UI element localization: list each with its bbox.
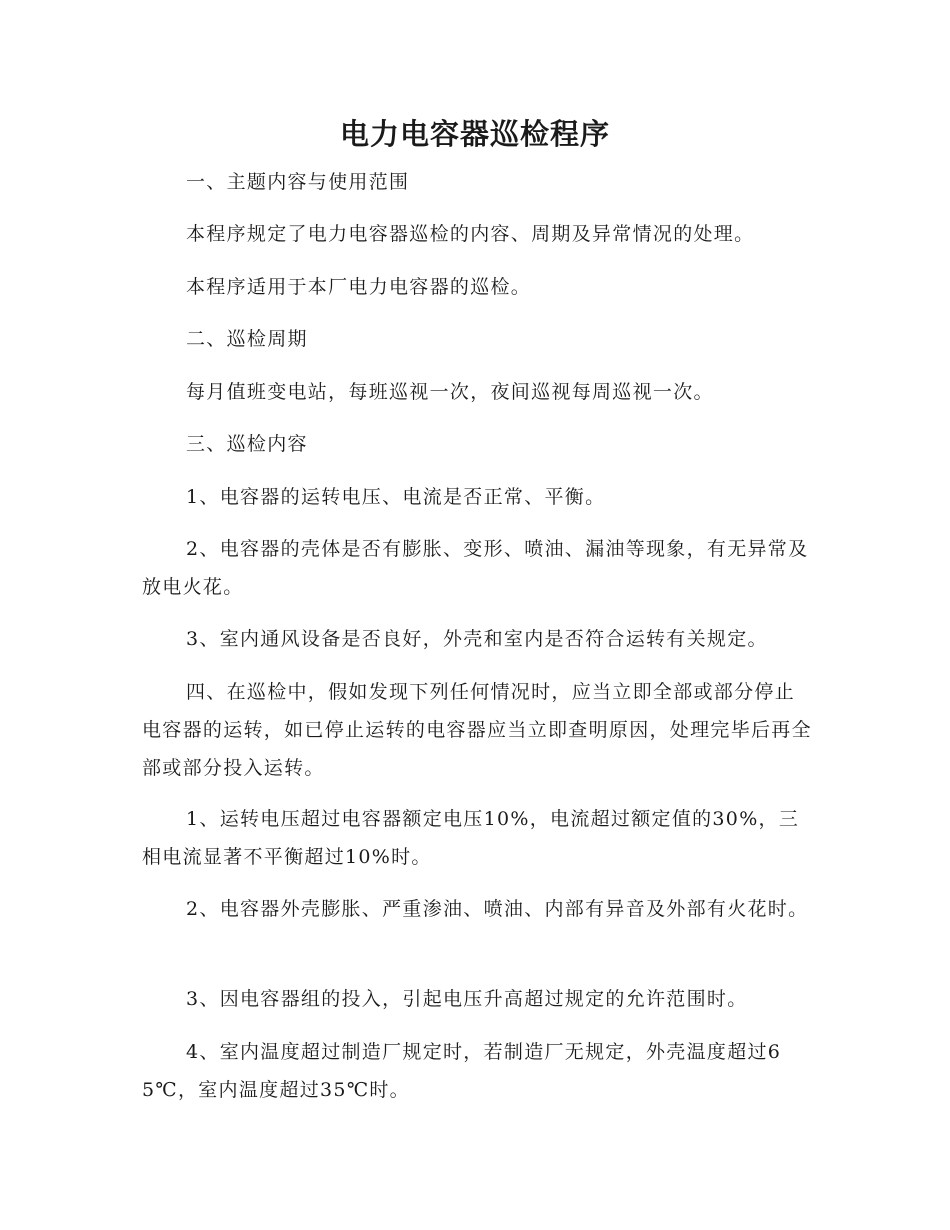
list-item-content-1: 1、电容器的运转电压、电流是否正常、平衡。	[186, 486, 606, 508]
list-item-abnormal-3: 3、因电容器组的投入，引起电压升高超过规定的允许范围时。	[186, 988, 748, 1010]
section-heading-content: 三、巡检内容	[186, 433, 308, 455]
paragraph-scope-definition: 本程序规定了电力电容器巡检的内容、周期及异常情况的处理。	[186, 223, 755, 245]
section-heading-cycle: 二、巡检周期	[186, 328, 308, 350]
section-heading-scope: 一、主题内容与使用范围	[186, 171, 410, 193]
paragraph-cycle: 每月值班变电站，每班巡视一次，夜间巡视每周巡视一次。	[186, 381, 714, 403]
list-item-abnormal-4: 4、室内温度超过制造厂规定时，若制造厂无规定，外壳温度超过65℃，室内温度超过35℃时。	[142, 1041, 782, 1101]
list-item-abnormal-2: 2、电容器外壳膨胀、严重渗油、喷油、内部有异音及外部有火花时。	[186, 898, 809, 920]
document-title: 电力电容器巡检程序	[339, 117, 610, 151]
list-item-content-3: 3、室内通风设备是否良好，外壳和室内是否符合运转有关规定。	[186, 628, 768, 650]
section-heading-abnormal: 四、在巡检中，假如发现下列任何情况时，应当立即全部或部分停止电容器的运转，如已停止运转的电容器应当立即查明原因，处理完毕后再全部或部分投入运转。	[142, 681, 812, 779]
list-item-content-2: 2、电容器的壳体是否有膨胀、变形、喷油、漏油等现象，有无异常及放电火花。	[142, 538, 809, 598]
paragraph-scope-applicability: 本程序适用于本厂电力电容器的巡检。	[186, 276, 532, 298]
list-item-abnormal-1: 1、运转电压超过电容器额定电压10%，电流超过额定值的30%，三相电流显著不平衡超过10%时。	[142, 808, 800, 868]
